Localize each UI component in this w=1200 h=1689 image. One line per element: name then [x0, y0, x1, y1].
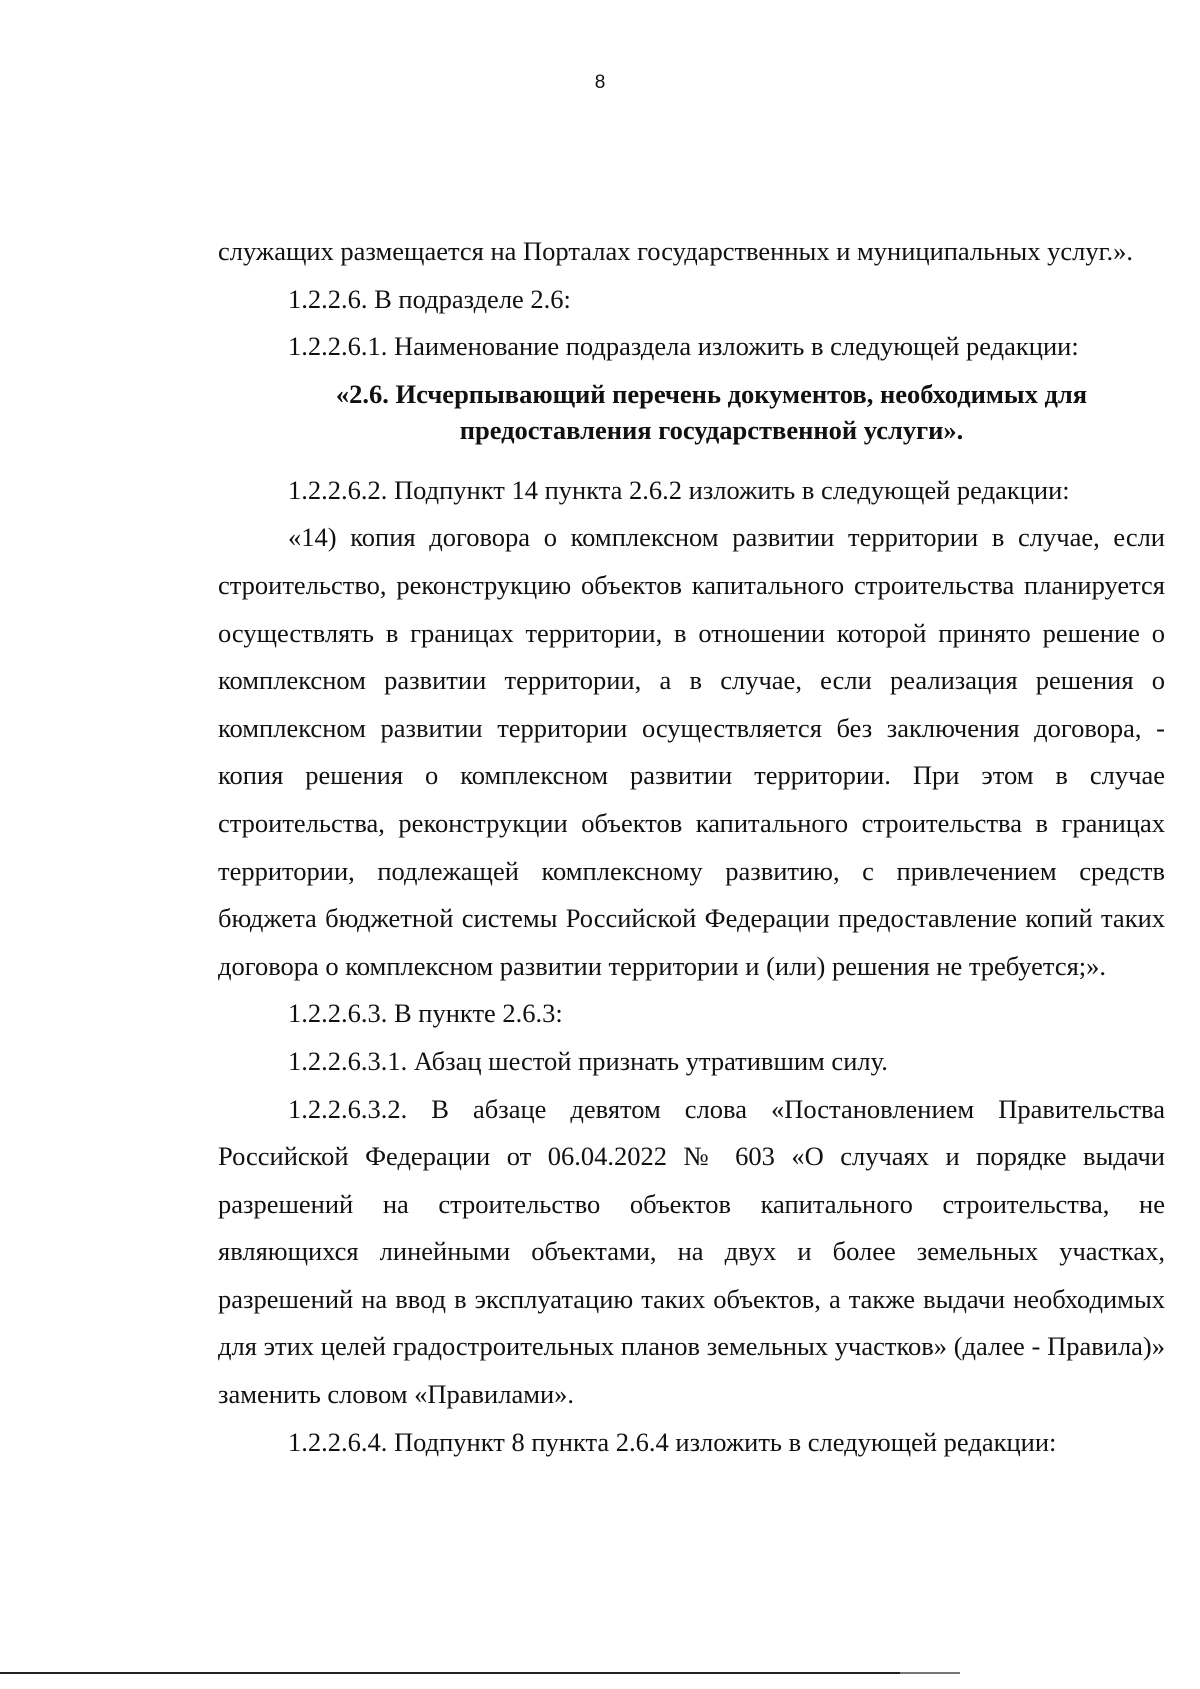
bottom-divider-tail [900, 1672, 960, 1674]
paragraph-1-2-2-6-3-1: 1.2.2.6.3.1. Абзац шестой признать утратившим силу. [288, 1045, 888, 1076]
paragraph-1-2-2-6-4: 1.2.2.6.4. Подпункт 8 пункта 2.6.4 изложить в следующей редакции: [288, 1426, 1057, 1457]
paragraph-subitem-14: «14) копия договора о комплексном развитии территории в случае, если строительство, реконструкцию объектов капитального строительства планируется осуществлять в границах территории, в отношении которой принято решение о комплексном развитии территории, а в случае, если реализация решения о комплексном развитии территории осуществляется без заключения договора, - копия решения о комплексном развитии территории. При этом в случае строительства, реконструкции объектов капитального строительства в границах территории, подлежащей комплексному развитию, с привлечением средств бюджета бюджетной системы Российской Федерации предоставление копий таких договора о комплексном развитии территории и (или) решения не требуется;». [218, 522, 1165, 981]
paragraph-1-2-2-6-2: 1.2.2.6.2. Подпункт 14 пункта 2.6.2 изложить в следующей редакции: [288, 474, 1070, 505]
bottom-divider [0, 1672, 900, 1674]
section-heading-2-6 [218, 376, 1165, 448]
paragraph-1-2-2-6: 1.2.2.6. В подразделе 2.6: [288, 283, 571, 314]
paragraph-1-2-2-6-3-2: 1.2.2.6.3.2. В абзаце девятом слова «Постановлением Правительства Российской Федерации от 06.04.2022 № 603 «О случаях и порядке выдачи разрешений на строительство объектов капитального строительства, не являющихся линейными объектами, на двух и более земельных участках, разрешений на ввод в эксплуатацию таких объектов, а также выдачи необходимых для этих целей градостроительных планов земельных участков» (далее - Правила)» заменить словом «Правилами». [218, 1093, 1165, 1410]
section-heading-line-1: «2.6. Исчерпывающий перечень документов, необходимых для [335, 378, 1088, 409]
section-heading-line-2: предоставления государственной услуги». [459, 414, 964, 445]
document-body [218, 228, 1165, 1466]
page-number: 8 [594, 72, 606, 93]
paragraph-continuation: служащих размещается на Порталах государственных и муниципальных услуг.». [218, 236, 1133, 266]
paragraph-1-2-2-6-1: 1.2.2.6.1. Наименование подраздела изложить в следующей редакции: [288, 331, 1079, 362]
paragraph-1-2-2-6-3: 1.2.2.6.3. В пункте 2.6.3: [288, 998, 563, 1029]
